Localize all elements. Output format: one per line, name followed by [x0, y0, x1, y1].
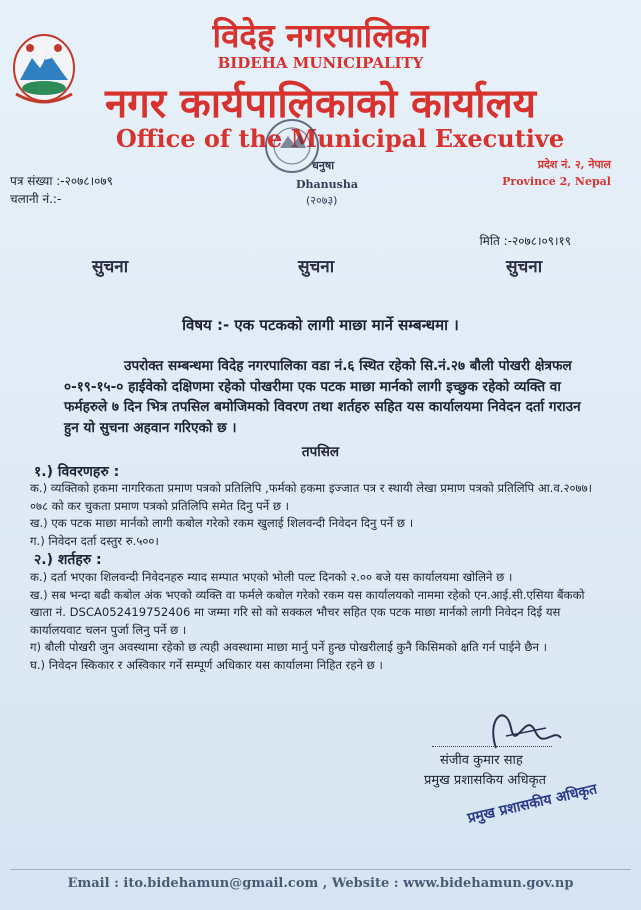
signature-icon [466, 698, 566, 758]
details-list [30, 480, 610, 550]
section-conditions-heading: २.) शर्तहरु : [34, 552, 102, 568]
province-np: प्रदेश नं. २, नेपाल [537, 158, 611, 171]
municipality-name-np: विदेह नगरपालिका [212, 16, 429, 55]
letter-number: पत्र संख्या :-२०७८।०७९ [10, 174, 113, 188]
stamp-district-en: Dhanusha [296, 178, 358, 191]
province-en: Province 2, Nepal [502, 175, 611, 188]
list-item: ख.) एक पटक माछा मार्नको लागी कबोल गरेको रकम खुलाई शिलवन्दी निवेदन दिनु पर्ने छ । [30, 516, 414, 530]
reference-block [10, 172, 113, 208]
list-item: ग.) निवेदन दर्ता दस्तुर रु.५००। [30, 533, 159, 548]
details-heading: तपसिल [301, 444, 340, 460]
signature-line [432, 746, 552, 747]
conditions-list [30, 569, 610, 674]
notice-date: मिति :-२०७८।०९।१९ [479, 234, 571, 248]
signatory-name: संजीव कुमार साह [440, 753, 523, 768]
notice-subject: विषय :- एक पटकको लागी माछा मार्ने सम्बन्धमा । [182, 316, 459, 334]
list-item: क.) व्यक्तिको हकमा नागरिकता प्रमाण पत्रको प्रतिलिपि ,फर्मको हकमा इज्जात पत्र र स्थायी लेखा प्रमाण पत्रको प्रतिलिपि आ.व.२०७७।०७८ को कर चुकता प्रमाण पत्रको प्रतिलिपि समेत दिनु पर्ने छ । [30, 481, 593, 513]
footer-contact: Email : ito.bidehamun@gmail.com , Website : www.bidehamun.gov.np [67, 876, 574, 891]
signatory-title: प्रमुख प्रशासकिय अधिकृत [424, 773, 547, 788]
list-item: ख.) सब भन्दा बढी कबोल अंक भएको व्यक्ति वा फर्मले कबोल गरेको रकम यस कार्यालयको नाममा रहेको एन.आई.सी.एसिया बैंकको खाता नं. DSCA052419752406 मा जम्मा गरि सो को सक्कल भौचर सहित एक पटक माछा मार्नको लागी निवेदन दिई यस कार्यालयवाट चलन पुर्जा लिनु पर्ने छ । [30, 587, 585, 637]
stamp-district-np: धनुषा [312, 159, 335, 172]
notice-body: उपरोक्त सम्बन्धमा विदेह नगरपालिका वडा नं.६ स्थित रहेको सि.नं.२७ बौली पोखरी क्षेत्रफल ०-१९-१५-० हाईवेको दक्षिणमा रहेको पोखरीमा एक पटक माछा मार्नको लागी इच्छुक रहेको व्यक्ति वा फर्महरुले ७ दिन भित्र तपसिल बमोजिमको विवरण तथा शर्तहरु सहित यस कार्यालयमा निवेदन दर्ता गराउन हुन यो सुचना अहवान गरिएको छ । [64, 358, 581, 436]
office-name-np: नगर कार्यपालिकाको कार्यालय [105, 81, 536, 127]
notice-heading-left: सुचना [92, 257, 129, 277]
province-block [502, 156, 611, 190]
list-item: ग) बौली पोखरी जुन अवस्थामा रहेको छ त्यही अवस्थामा माछा मार्नु पर्ने हुन्छ पोखरीलाई कुनै किसिमको क्षति गर्न पाईने छैन । [30, 640, 548, 654]
notice-heading-right: सुचना [506, 257, 543, 277]
municipality-name-en: BIDEHA MUNICIPALITY [217, 54, 424, 72]
office-name-en: Office of the Municipal Executive [115, 124, 565, 153]
footer-divider [10, 869, 631, 870]
stamp-year: (२०७३) [306, 194, 338, 207]
list-item: क.) दर्ता भएका शिलवन्दी निवेदनहरु म्याद सम्पात भएको भोली पल्ट दिनको २.०० बजे यस कार्यालयमा खोलिने छ । [30, 570, 513, 584]
notice-heading-center: सुचना [298, 257, 335, 277]
list-item: घ.) निवेदन स्किकार र अस्विकार गर्ने सम्पूर्ण अधिकार यस कार्यालमा निहित रहने छ । [30, 657, 383, 672]
dispatch-number: चलानी नं.:- [10, 192, 62, 206]
section-details-heading: १.) विवरणहरु : [34, 464, 120, 480]
designation-stamp: प्रमुख प्रशासकीय अधिकृत [466, 781, 599, 827]
